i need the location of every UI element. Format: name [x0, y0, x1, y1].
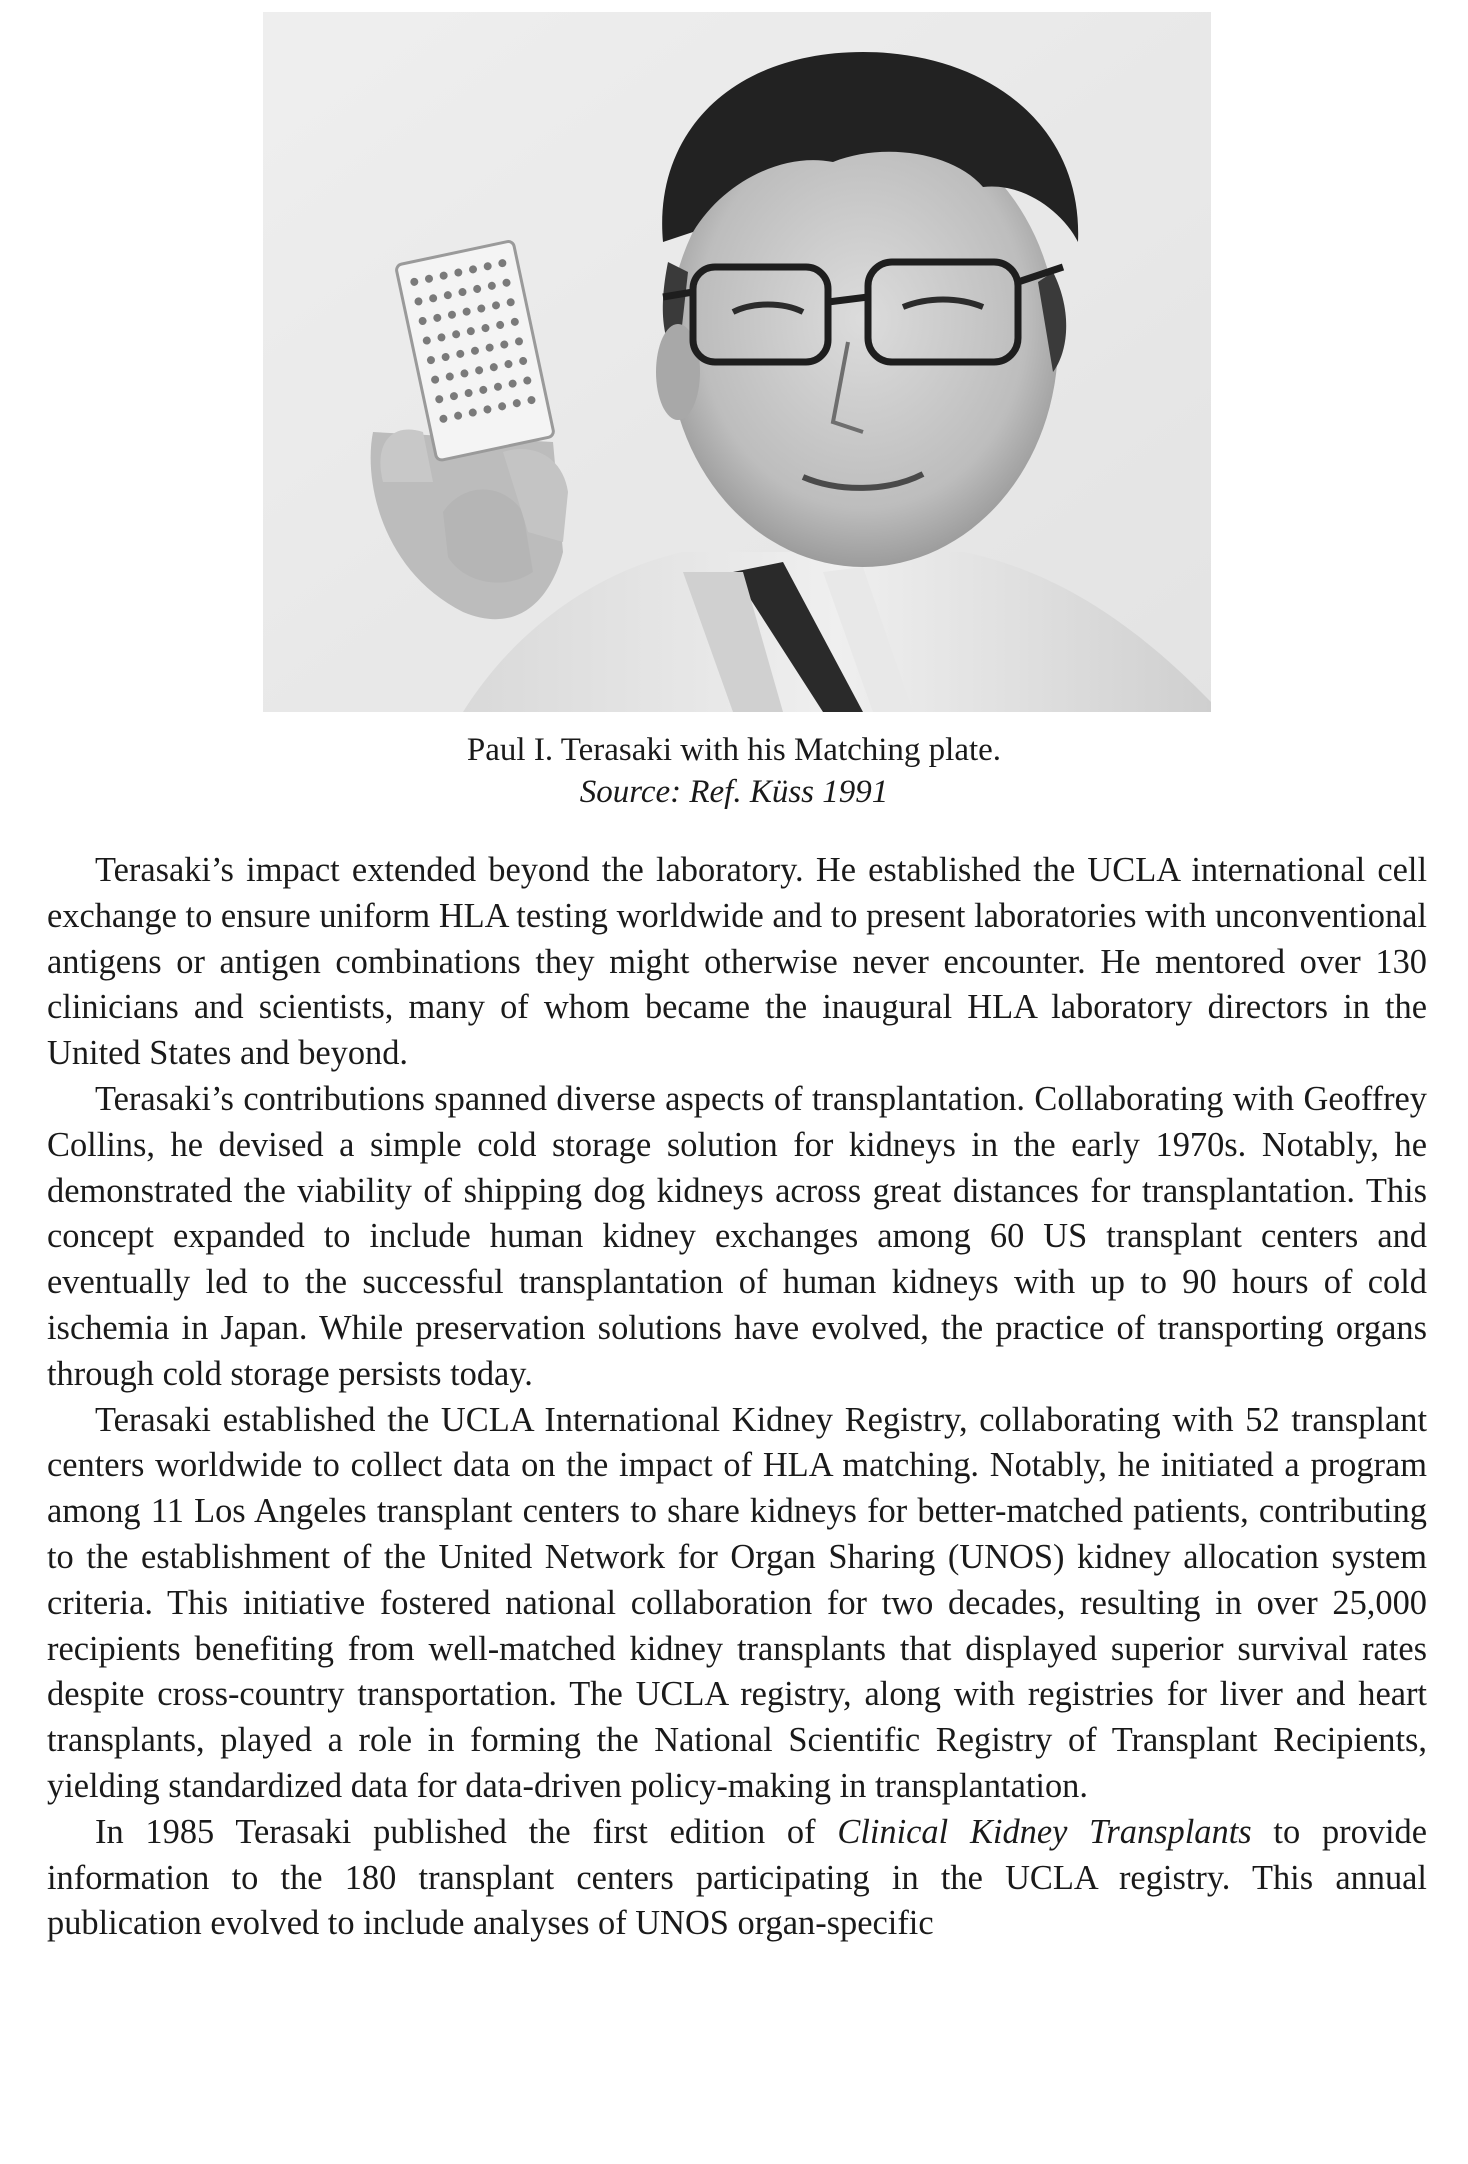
portrait-photo — [263, 12, 1211, 712]
paragraph: Terasaki’s contributions spanned diverse aspects of transplantation. Collaborating with Geoffrey Collins, he devised a simple cold storage solution for kidneys in the early 1970s. Notably, he demonstrated the viability of shipping dog kidneys across great distances for transplantation. This concept expanded to include human kidney exchanges among 60 US transplant centers and eventually led to the successful transplantation of human kidneys with up to 90 hours of cold ischemia in Japan. While preservation solutions have evolved, the practice of transporting organs through cold storage persists today. — [47, 1079, 1427, 1393]
paragraph-text: In 1985 Terasaki published the first edition of — [95, 1812, 838, 1851]
figure-source: Source: Ref. Küss 1991 — [579, 774, 889, 810]
paragraph: Terasaki’s impact extended beyond the laboratory. He established the UCLA international cell exchange to ensure uniform HLA testing worldwide and to present laboratories with unconventional antigens or antigen combinations they might otherwise never encounter. He mentored over 130 clinicians and scientists, many of whom became the inaugural HLA laboratory directors in the United States and beyond. — [47, 851, 1427, 1073]
figure-caption: Paul I. Terasaki with his Matching plate. — [466, 732, 1002, 768]
body-text — [47, 848, 1427, 1947]
paragraph — [47, 1810, 1427, 1947]
book-title: Clinical Kidney Transplants — [837, 1812, 1252, 1851]
paragraph: Terasaki established the UCLA International Kidney Registry, collaborating with 52 transplant centers worldwide to collect data on the impact of HLA matching. Notably, he initiated a program among 11 Los Angeles transplant centers to share kidneys for better-matched patients, contributing to the establishment of the United Network for Organ Sharing (UNOS) kidney allocation system criteria. This initiative fostered national collaboration for two decades, resulting in over 25,000 recipients benefiting from well-matched kidney transplants that displayed superior survival rates despite cross-country transportation. The UCLA registry, along with registries for liver and heart transplants, played a role in forming the National Scientific Registry of Transplant Recipients, yielding standardized data for data-driven policy-making in transplantation. — [47, 1400, 1427, 1805]
paragraph-text: to provide information to the 180 transplant centers participating in the UCLA registry. This annual publication evolved to include analyses of UNOS organ-specific — [47, 1812, 1428, 1943]
portrait-illustration — [263, 12, 1211, 712]
